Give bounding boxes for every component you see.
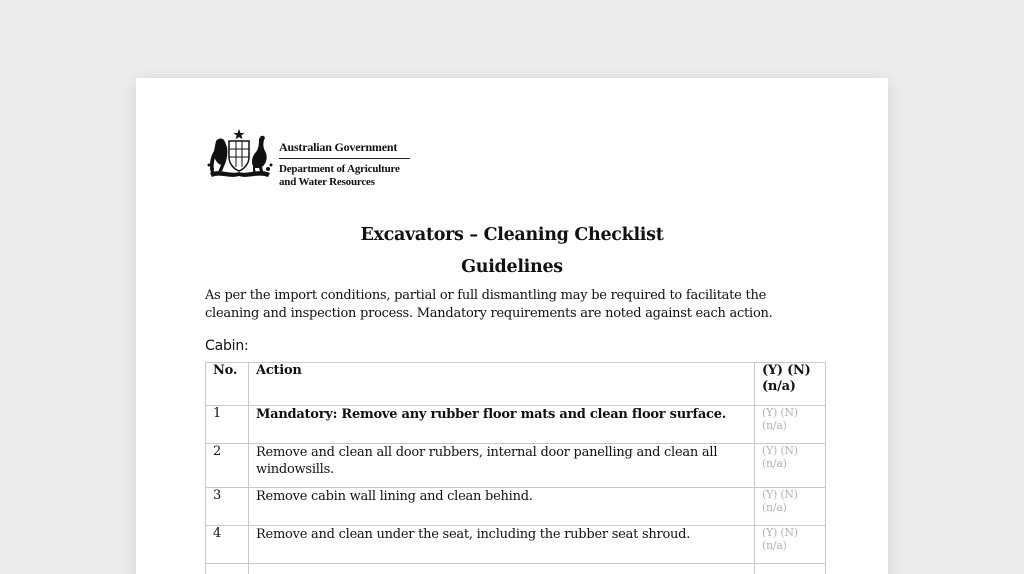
row-number: 4 (206, 526, 249, 564)
row-action (249, 564, 755, 574)
row-number: 3 (206, 488, 249, 526)
document-title: Excavators – Cleaning Checklist (360, 225, 664, 245)
table-row (206, 488, 826, 526)
row-action (249, 406, 755, 444)
table-row (206, 564, 826, 574)
row-response-field[interactable] (755, 406, 826, 444)
row-response-field[interactable] (755, 526, 826, 564)
row-response-field[interactable] (755, 444, 826, 488)
document-subtitle: Guidelines (461, 257, 563, 277)
row-yn-line-2: (n/a) (762, 457, 787, 470)
header-yn-line-1: (Y) (N) (762, 363, 811, 378)
header-yn-line-2: (n/a) (762, 379, 796, 394)
header-no: No. (206, 363, 249, 406)
header-yes-no (755, 363, 826, 406)
row-response-field[interactable] (755, 488, 826, 526)
row-action-line-1: Mandatory: Remove any rubber floor mats and clean floor surface. (256, 407, 727, 422)
row-number (206, 564, 249, 574)
government-name: Australian Government (279, 140, 410, 159)
row-action-line-1: Remove cabin wall lining and clean behind. (256, 489, 533, 504)
row-number: 2 (206, 444, 249, 488)
row-yn-line-1: (Y) (N) (762, 488, 798, 501)
row-action-line-2: windowsills. (256, 462, 334, 477)
row-yn-line-2: (n/a) (762, 501, 787, 514)
row-response-field[interactable] (755, 564, 826, 574)
row-number: 1 (206, 406, 249, 444)
table-row (206, 526, 826, 564)
section-label: Cabin: (205, 338, 249, 354)
government-logo (206, 125, 416, 188)
row-yn-line-2: (n/a) (762, 419, 787, 432)
table-row (206, 444, 826, 488)
intro-line-1: As per the import conditions, partial or full dismantling may be required to facilitate the (205, 288, 767, 303)
row-action (249, 488, 755, 526)
australian-coat-of-arms-icon (206, 127, 274, 179)
table-row (206, 406, 826, 444)
row-yn-line-2: (n/a) (762, 539, 787, 552)
row-yn-line-1: (Y) (N) (762, 444, 798, 457)
department-line-2: and Water Resources (279, 176, 375, 188)
document-page (136, 78, 888, 574)
row-yn-line-1: (Y) (N) (762, 406, 798, 419)
row-action-line-1: Remove and clean all door rubbers, internal door panelling and clean all (256, 445, 718, 460)
department-name (279, 163, 410, 189)
table-header-row (206, 363, 826, 406)
department-line-1: Department of Agriculture (279, 163, 400, 175)
checklist-table (205, 362, 826, 574)
intro-paragraph (205, 287, 805, 323)
government-wordmark (279, 140, 410, 189)
row-yn-line-1: (Y) (N) (762, 526, 798, 539)
intro-line-2: cleaning and inspection process. Mandatory requirements are noted against each action. (205, 306, 773, 321)
row-action (249, 444, 755, 488)
row-action-line-1: Remove and clean under the seat, including the rubber seat shroud. (256, 527, 691, 542)
row-action (249, 526, 755, 564)
header-action: Action (249, 363, 755, 406)
